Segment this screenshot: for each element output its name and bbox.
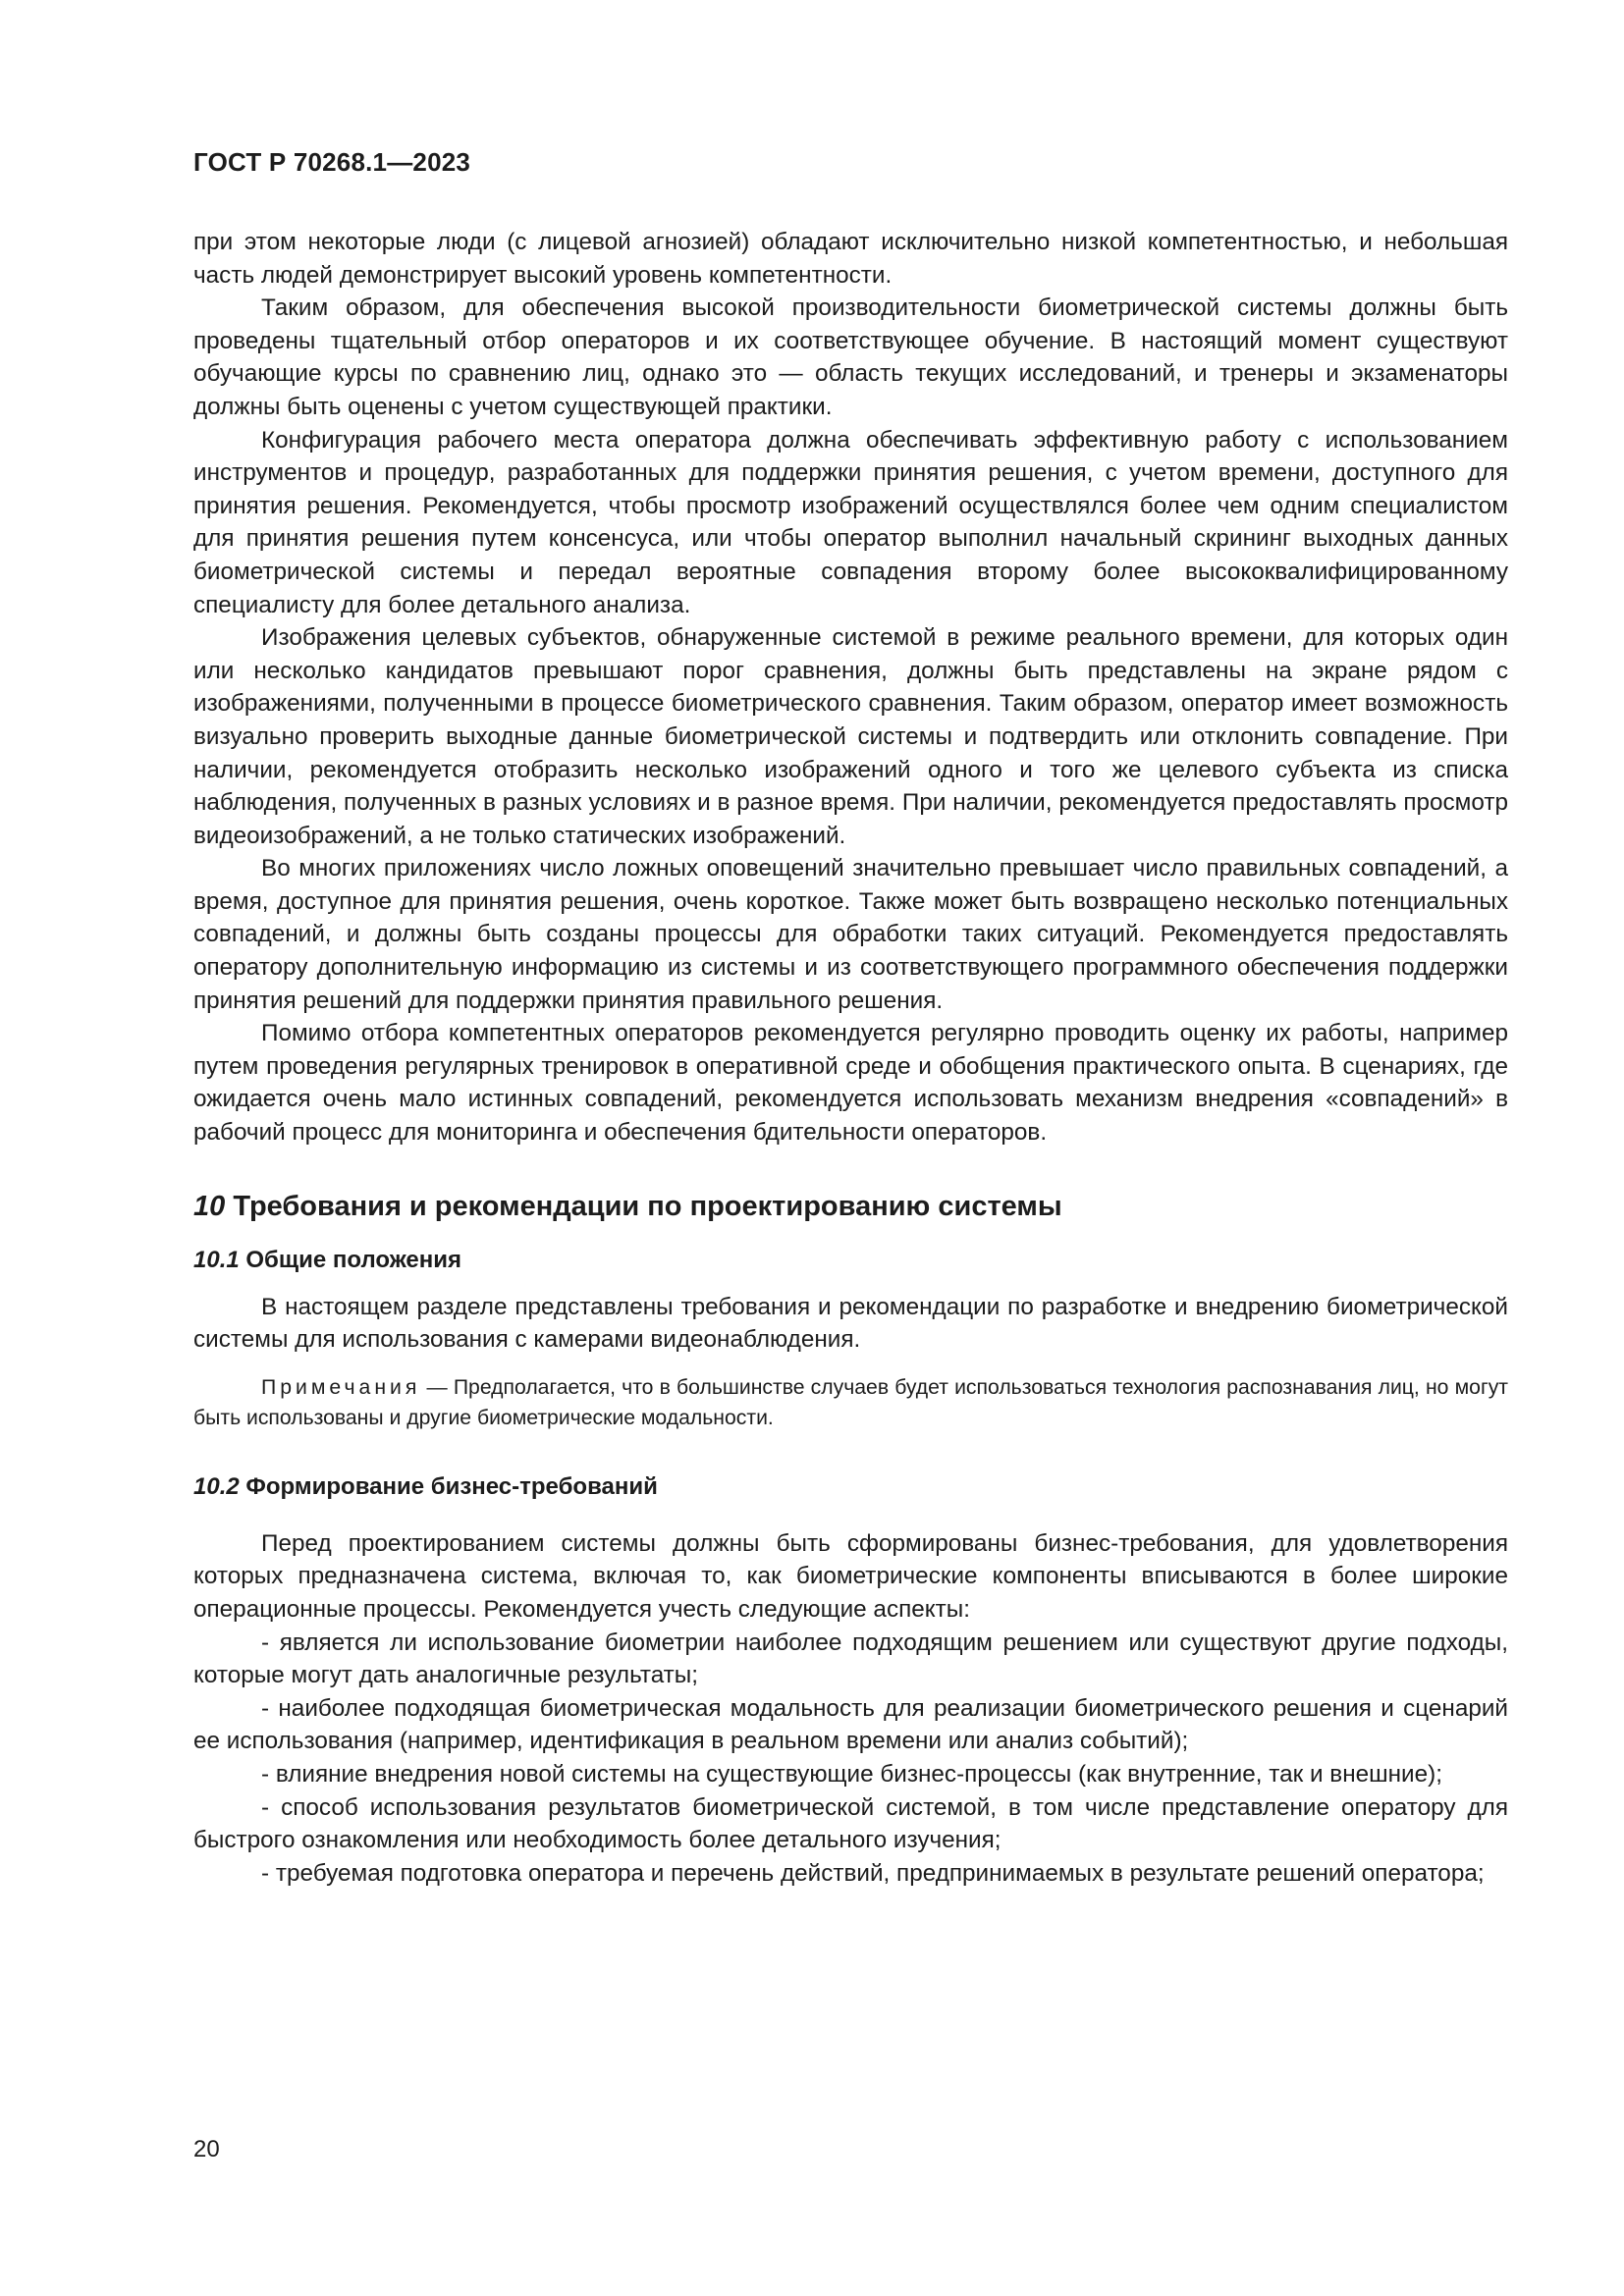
section-heading [193, 1187, 1508, 1226]
section-title: Требования и рекомендации по проектированию системы [233, 1190, 1062, 1222]
paragraph: при этом некоторые люди (с лицевой агнозией) обладают исключительно низкой компетентностью, и небольшая часть людей демонстрирует высокий уровень компетентности. [193, 229, 1508, 289]
subsection-heading [193, 1470, 1508, 1504]
paragraph: Изображения целевых субъектов, обнаруженные системой в режиме реального времени, для которых один или несколько кандидатов превышают порог сравнения, должны быть представлены на экране рядом с изображениями, полученными в процессе биометрического сравнения. Таким образом, оператор имеет возможность визуально проверить выходные данные биометрической системы и подтвердить или отклонить совпадение. При наличии, рекомендуется отобразить несколько изображений одного и того же целевого субъекта из списка наблюдения, полученных в разных условиях и в разное время. При наличии, рекомендуется предоставлять просмотр видеоизображений, а не только статических изображений. [193, 624, 1508, 849]
paragraph: Перед проектированием системы должны быть сформированы бизнес-требования, для удовлетворения которых предназначена система, включая то, как биометрические компоненты вписываются в более широкие операционные процессы. Рекомендуется учесть следующие аспекты: [193, 1529, 1508, 1623]
subsection-number: 10.1 [193, 1246, 240, 1273]
list-item: - требуемая подготовка оператора и перечень действий, предпринимаемых в результате решений оператора; [261, 1859, 1485, 1887]
subsection-number: 10.2 [193, 1472, 240, 1500]
list-item: - способ использования результатов биометрической системой, в том числе представление оператору для быстрого ознакомления или необходимость более детального изучения; [193, 1793, 1508, 1854]
subsection-title: Формирование бизнес-требований [245, 1472, 658, 1500]
document-header: ГОСТ Р 70268.1—2023 [193, 147, 471, 177]
paragraph: Конфигурация рабочего места оператора должна обеспечивать эффективную работу с использованием инструментов и процедур, разработанных для поддержки принятия решения, с учетом времени, доступного для принятия решения. Рекомендуется, чтобы просмотр изображений осуществлялся более чем одним специалистом для принятия решения путем консенсуса, или чтобы оператор выполнил начальный скрининг выходных данных биометрической системы и передал вероятные совпадения второму более высококвалифицированному специалисту для более детального анализа. [193, 426, 1508, 618]
paragraph: Таким образом, для обеспечения высокой производительности биометрической системы должны быть проведены тщательный отбор операторов и их соответствующее обучение. В настоящий момент существуют обучающие курсы по сравнению лиц, однако это — область текущих исследований, и тренеры и экзаменаторы должны быть оценены с учетом существующей практики. [193, 294, 1508, 420]
subsection-title: Общие положения [245, 1246, 462, 1273]
page-number: 20 [193, 2136, 220, 2163]
subsection-heading [193, 1244, 1508, 1277]
section-number: 10 [193, 1190, 226, 1222]
note-label: Примечания [261, 1375, 421, 1399]
note [193, 1372, 1508, 1433]
paragraph: Во многих приложениях число ложных оповещений значительно превышает число правильных совпадений, а время, доступное для принятия решения, очень короткое. Также может быть возвращено несколько потенциальных совпадений, и должны быть созданы процессы для обработки таких ситуаций. Рекомендуется предоставлять оператору дополнительную информацию из системы и из соответствующего программного обеспечения поддержки принятия решений для поддержки принятия правильного решения. [193, 855, 1508, 1014]
document-body [193, 226, 1508, 1890]
list-item: - наиболее подходящая биометрическая модальность для реализации биометрического решения и сценарий ее использования (например, идентификация в реальном времени или анализ событий); [193, 1694, 1508, 1755]
paragraph: Помимо отбора компетентных операторов рекомендуется регулярно проводить оценку их работы, например путем проведения регулярных тренировок в оперативной среде и обобщения практического опыта. В сценариях, где ожидается очень мало истинных совпадений, рекомендуется использовать механизм внедрения «совпадений» в рабочий процесс для мониторинга и обеспечения бдительности операторов. [193, 1020, 1508, 1147]
list-item: - является ли использование биометрии наиболее подходящим решением или существуют другие подходы, которые могут дать аналогичные результаты; [193, 1629, 1508, 1689]
paragraph: В настоящем разделе представлены требования и рекомендации по разработке и внедрению биометрической системы для использования с камерами видеонаблюдения. [193, 1293, 1508, 1354]
list-item: - влияние внедрения новой системы на существующие бизнес-процессы (как внутренние, так и внешние); [261, 1760, 1442, 1788]
note-text: — Предполагается, что в большинстве случаев будет использоваться технология распознавания лиц, но могут быть использованы и другие биометрические модальности. [193, 1375, 1508, 1429]
